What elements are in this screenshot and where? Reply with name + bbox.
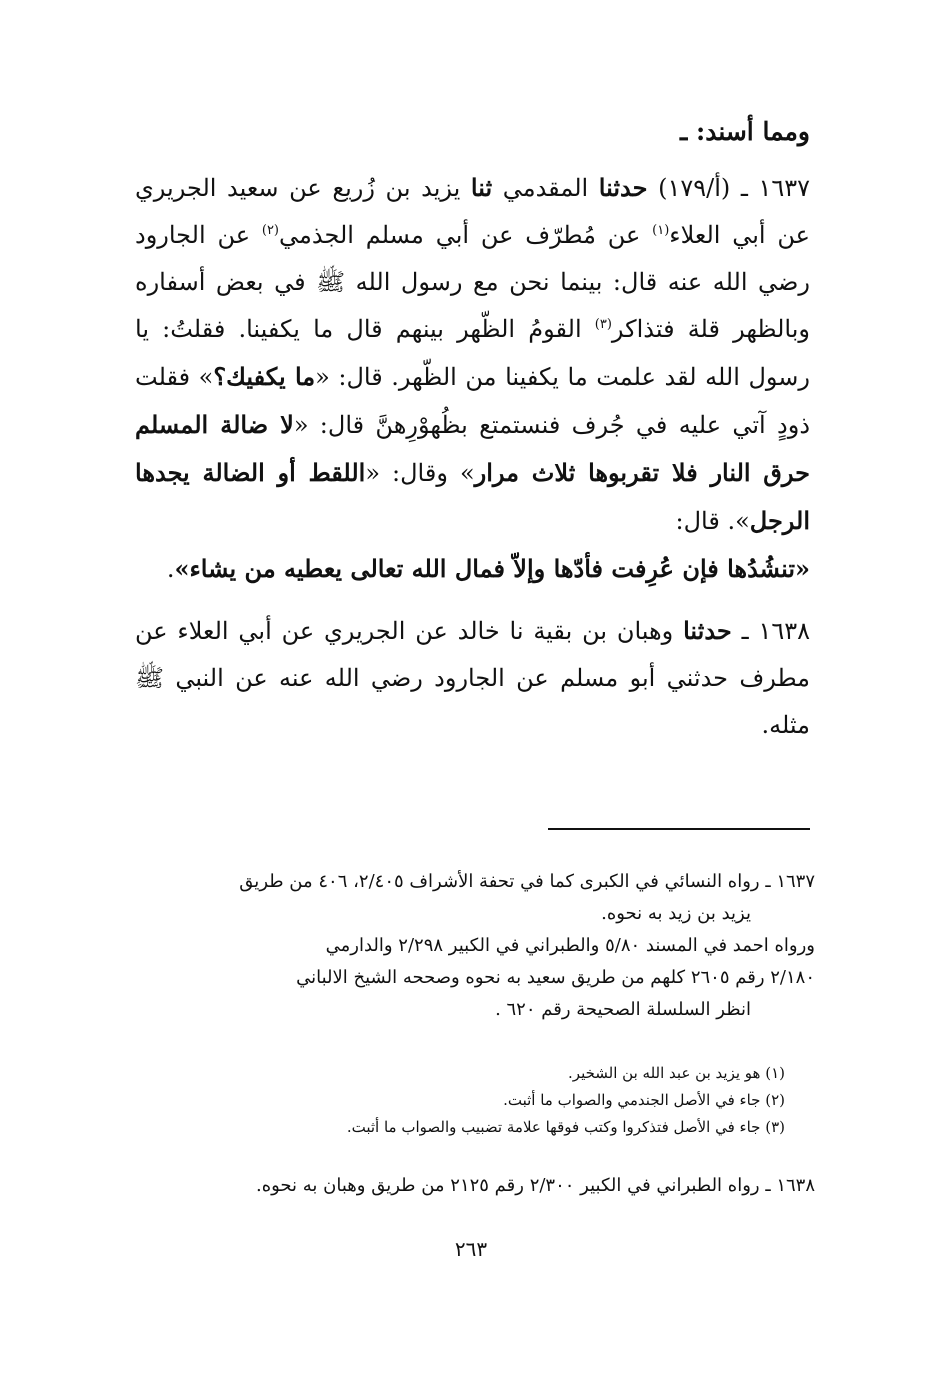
- footnote-ref-1: (١): [652, 223, 670, 238]
- page-number: ٢٦٣: [454, 1237, 488, 1261]
- footnote-line: ٢/١٨٠ رقم ٢٦٠٥ كلهم من طريق سعيد به نحوه وصححه الشيخ الالباني: [296, 967, 815, 988]
- footnote-line: ١٦٣٧ ـ رواه النسائي في الكبرى كما في تحفة الأشراف ٢/٤٠٥، ٤٠٦ من طريق: [239, 871, 815, 892]
- editor-notes: [135, 1060, 785, 1141]
- prophetic-speech: اللقط أو الضالة يجدها الرجل: [135, 458, 810, 535]
- section-heading: ومما أسند: ـ: [679, 117, 810, 146]
- footnote-ref-3: (٣): [594, 317, 612, 332]
- prophetic-speech: لا ضالة المسلم حرق النار فلا تقربوها ثلاث مرار: [135, 410, 810, 487]
- text-run: القومُ الظّهر بينهم قال ما يكفينا. فقلتُ: يا رسول الله لقد علمت ما يكفينا من الظّهر. قال: «: [135, 315, 811, 391]
- footnote-line: ١٦٣٨ ـ رواه الطبراني في الكبير ٢/٣٠٠ رقم ٢١٢٥ من طريق وهبان به نحوه.: [255, 1175, 815, 1196]
- text-run: عن الجارود رضي الله عنه قال: بينما نحن مع رسول الله ﷺ في بعض أسفاره وبالظهر قلة فتذاكر: [135, 221, 811, 343]
- editor-note-2: (٢) جاء في الأصل الجندمي والصواب ما أثبت.: [503, 1091, 785, 1109]
- text-run: » فقلت ذودٍ آتي عليه في جُرف فنستمتع بظُهوْرِهنَّ قال: «: [135, 363, 810, 439]
- hadith-number: ١٦٣٧ ـ (أ/١٧٩): [658, 174, 811, 202]
- footnote-line: يزيد بن زيد به نحوه.: [601, 903, 751, 924]
- text-run: .: [166, 555, 175, 583]
- editor-note-1: (١) هو يزيد بن عبد الله بن الشخير.: [568, 1064, 785, 1082]
- footnote-ref-2: (٢): [261, 223, 279, 238]
- footnote-line: انظر السلسلة الصحيحة رقم ٦٢٠ .: [495, 999, 751, 1020]
- footnote-1637: [135, 866, 815, 1026]
- prophetic-speech: «تنشُدُها فإن عُرِفت فأدّها وإلاّ فمال الله تعالى يعطيه من يشاء»: [174, 554, 810, 583]
- text-run: ». قال:: [675, 507, 750, 535]
- hadith-1637: [135, 164, 810, 593]
- text-run: » وقال: «: [365, 459, 475, 487]
- main-text-area: [135, 112, 810, 749]
- prophetic-speech: ما يكفيك؟: [213, 362, 316, 391]
- editor-note-3: (٣) جاء في الأصل فتذكروا وكتب فوقها علامة تضبيب والصواب ما أثبت.: [346, 1118, 785, 1136]
- text-run: المقدمي: [492, 174, 599, 202]
- text-run: وهبان بن بقية نا خالد عن الجريري عن أبي العلاء عن مطرف حدثني أبو مسلم عن الجارود رضي الله عنه عن النبي ﷺ مثله.: [135, 617, 810, 739]
- hadith-number: ١٦٣٨ ـ: [731, 617, 810, 645]
- text-run: عن مُطرّف عن أبي مسلم الجذمي: [279, 221, 653, 249]
- footnote-divider: [548, 828, 810, 830]
- text-run: يزيد بن زُريع عن سعيد الجريري عن أبي العلاء: [135, 174, 810, 249]
- narration-term: حدثنا: [598, 173, 648, 202]
- narration-term: حدثنا: [683, 616, 732, 645]
- hadith-1638: [135, 607, 810, 749]
- footnote-line: ورواه احمد في المسند ٥/٨٠ والطبراني في الكبير ٢/٢٩٨ والدارمي: [325, 935, 815, 956]
- narration-term: ثنا: [470, 173, 493, 202]
- footnote-1638: [135, 1170, 815, 1202]
